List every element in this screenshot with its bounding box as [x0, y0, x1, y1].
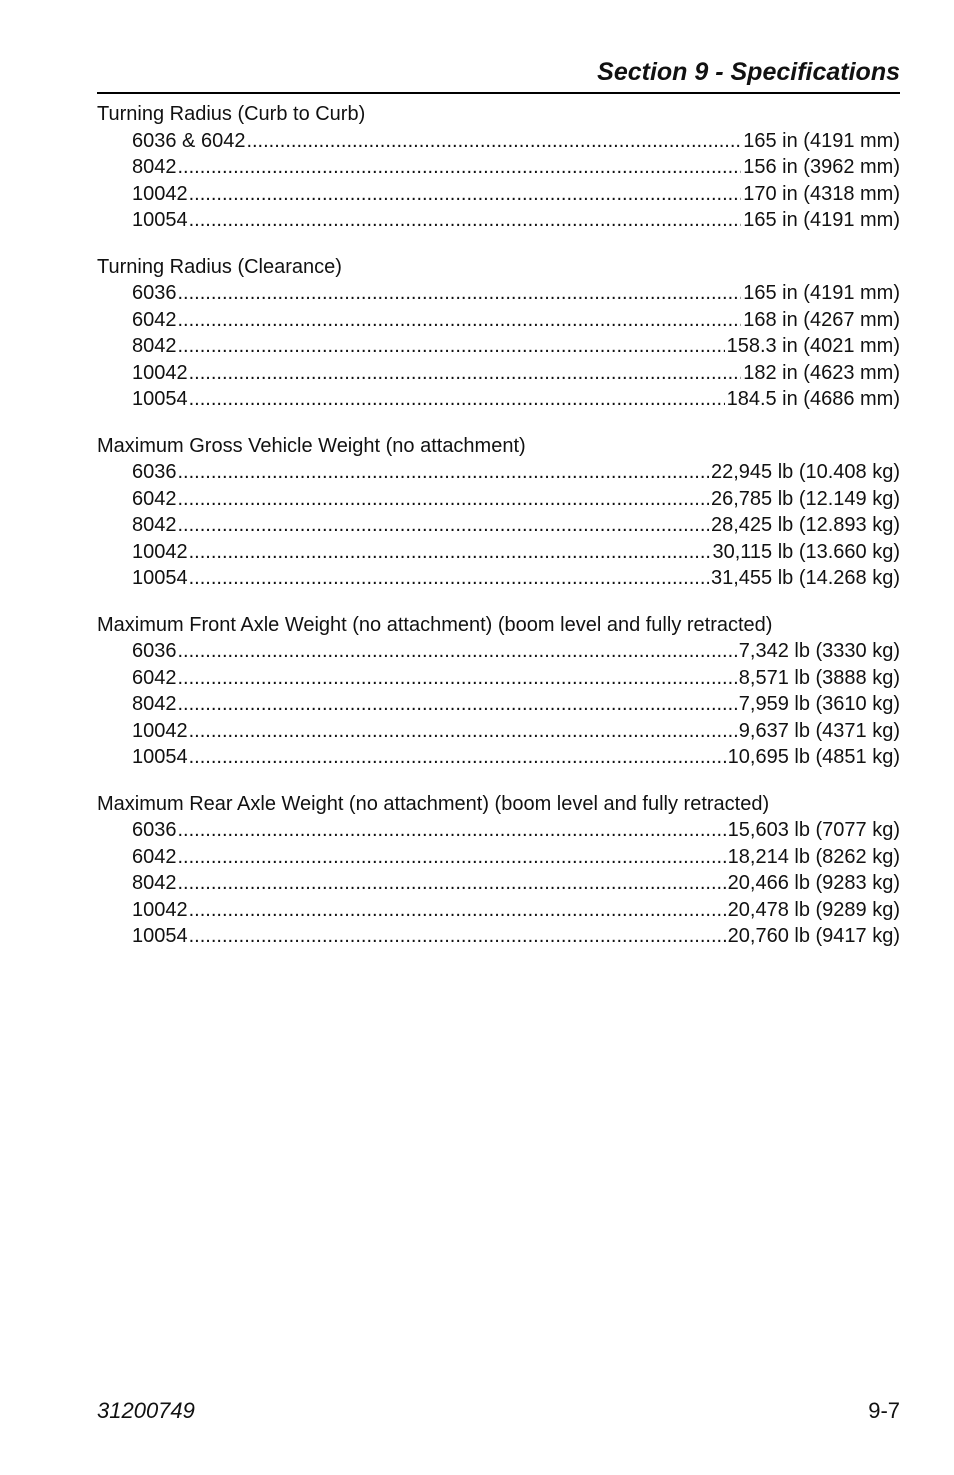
- model-label: 8042: [132, 693, 177, 715]
- spec-row: [97, 181, 900, 208]
- section-header: [97, 58, 900, 94]
- dot-leader: [178, 333, 725, 360]
- dot-leader: [178, 817, 726, 844]
- spec-value: 30,115 lb (13.660 kg): [712, 540, 900, 563]
- model-label: 10042: [132, 540, 188, 563]
- spec-value: 170 in (4318 mm): [743, 182, 900, 205]
- spec-row: [97, 665, 900, 692]
- spec-value: 165 in (4191 mm): [743, 129, 900, 152]
- spec-row: [97, 280, 900, 307]
- spec-value: 184.5 in (4686 mm): [726, 388, 900, 410]
- dot-leader: [189, 207, 742, 234]
- spec-group-turning-radius-curb: [97, 101, 900, 234]
- spec-value: 9,637 lb (4371 kg): [738, 719, 900, 742]
- spec-row: [97, 718, 900, 745]
- spec-group-turning-radius-clearance: [97, 254, 900, 413]
- spec-value: 182 in (4623 mm): [743, 361, 900, 384]
- spec-row: [97, 691, 900, 718]
- spec-value: 20,760 lb (9417 kg): [727, 925, 900, 947]
- spec-value: 7,342 lb (3330 kg): [738, 640, 900, 662]
- model-label: 10042: [132, 898, 188, 921]
- model-label: 6036 & 6042: [132, 129, 246, 152]
- spec-value: 156 in (3962 mm): [743, 156, 900, 178]
- spec-value: 28,425 lb (12.893 kg): [710, 514, 900, 536]
- model-label: 8042: [132, 335, 177, 357]
- spec-row: [97, 128, 900, 155]
- section-title: Section 9 - Specifications: [597, 58, 900, 86]
- model-label: 6036: [132, 461, 177, 483]
- dot-leader: [189, 565, 709, 592]
- spec-value: 26,785 lb (12.149 kg): [710, 487, 900, 510]
- model-label: 10042: [132, 361, 188, 384]
- spec-row: [97, 870, 900, 897]
- model-label: 10054: [132, 746, 188, 768]
- document-number: 31200749: [97, 1398, 195, 1423]
- spec-row: [97, 386, 900, 413]
- spec-row: [97, 817, 900, 844]
- model-label: 6036: [132, 282, 177, 304]
- spec-value: 22,945 lb (10.408 kg): [710, 461, 900, 483]
- model-label: 6042: [132, 845, 177, 868]
- spec-value: 15,603 lb (7077 kg): [727, 819, 900, 841]
- spec-group-rear-axle-weight: [97, 791, 900, 950]
- dot-leader: [178, 638, 737, 665]
- model-label: 10054: [132, 388, 188, 410]
- dot-leader: [189, 897, 726, 924]
- model-label: 6042: [132, 666, 177, 689]
- model-label: 8042: [132, 156, 177, 178]
- spec-group-title: Maximum Rear Axle Weight (no attachment) (boom level and fully retracted): [97, 792, 770, 815]
- spec-row: [97, 333, 900, 360]
- spec-group-title: Turning Radius (Curb to Curb): [97, 103, 366, 125]
- spec-value: 168 in (4267 mm): [743, 308, 900, 331]
- model-label: 6042: [132, 487, 177, 510]
- spec-value: 165 in (4191 mm): [743, 282, 900, 304]
- spec-value: 158.3 in (4021 mm): [726, 335, 900, 357]
- spec-row: [97, 154, 900, 181]
- spec-row: [97, 459, 900, 486]
- dot-leader: [178, 154, 742, 181]
- spec-value: 31,455 lb (14.268 kg): [710, 567, 900, 589]
- spec-value: 7,959 lb (3610 kg): [738, 693, 900, 715]
- dot-leader: [189, 718, 737, 745]
- dot-leader: [178, 512, 709, 539]
- dot-leader: [178, 280, 742, 307]
- model-label: 10042: [132, 719, 188, 742]
- dot-leader: [246, 128, 741, 155]
- spec-row: [97, 923, 900, 950]
- model-label: 8042: [132, 872, 177, 894]
- spec-row: [97, 539, 900, 566]
- spec-row: [97, 486, 900, 513]
- dot-leader: [178, 870, 726, 897]
- spec-content: [97, 101, 900, 970]
- model-label: 10054: [132, 567, 188, 589]
- spec-row: [97, 360, 900, 387]
- model-label: 6042: [132, 308, 177, 331]
- dot-leader: [178, 665, 737, 692]
- spec-row: [97, 897, 900, 924]
- model-label: 6036: [132, 819, 177, 841]
- spec-group-title: Turning Radius (Clearance): [97, 255, 342, 278]
- model-label: 8042: [132, 514, 177, 536]
- dot-leader: [189, 181, 742, 208]
- spec-row: [97, 512, 900, 539]
- spec-value: 20,478 lb (9289 kg): [727, 898, 900, 921]
- model-label: 6036: [132, 640, 177, 662]
- model-label: 10042: [132, 182, 188, 205]
- dot-leader: [178, 844, 726, 871]
- spec-value: 18,214 lb (8262 kg): [727, 845, 900, 868]
- spec-value: 8,571 lb (3888 kg): [738, 666, 900, 689]
- dot-leader: [178, 486, 709, 513]
- spec-group-front-axle-weight: [97, 612, 900, 771]
- spec-group-gross-vehicle-weight: [97, 433, 900, 592]
- dot-leader: [189, 744, 726, 771]
- spec-value: 10,695 lb (4851 kg): [727, 746, 900, 768]
- page-number: 9-7: [868, 1398, 900, 1423]
- dot-leader: [189, 539, 711, 566]
- model-label: 10054: [132, 209, 188, 231]
- dot-leader: [189, 923, 726, 950]
- model-label: 10054: [132, 925, 188, 947]
- dot-leader: [178, 691, 737, 718]
- spec-row: [97, 638, 900, 665]
- dot-leader: [189, 360, 742, 387]
- spec-value: 20,466 lb (9283 kg): [727, 872, 900, 894]
- spec-row: [97, 207, 900, 234]
- spec-row: [97, 565, 900, 592]
- spec-row: [97, 844, 900, 871]
- spec-row: [97, 307, 900, 334]
- spec-value: 165 in (4191 mm): [743, 209, 900, 231]
- dot-leader: [178, 459, 709, 486]
- spec-group-title: Maximum Front Axle Weight (no attachment) (boom level and fully retracted): [97, 613, 773, 636]
- spec-group-title: Maximum Gross Vehicle Weight (no attachment): [97, 434, 526, 457]
- spec-row: [97, 744, 900, 771]
- dot-leader: [189, 386, 725, 413]
- dot-leader: [178, 307, 742, 334]
